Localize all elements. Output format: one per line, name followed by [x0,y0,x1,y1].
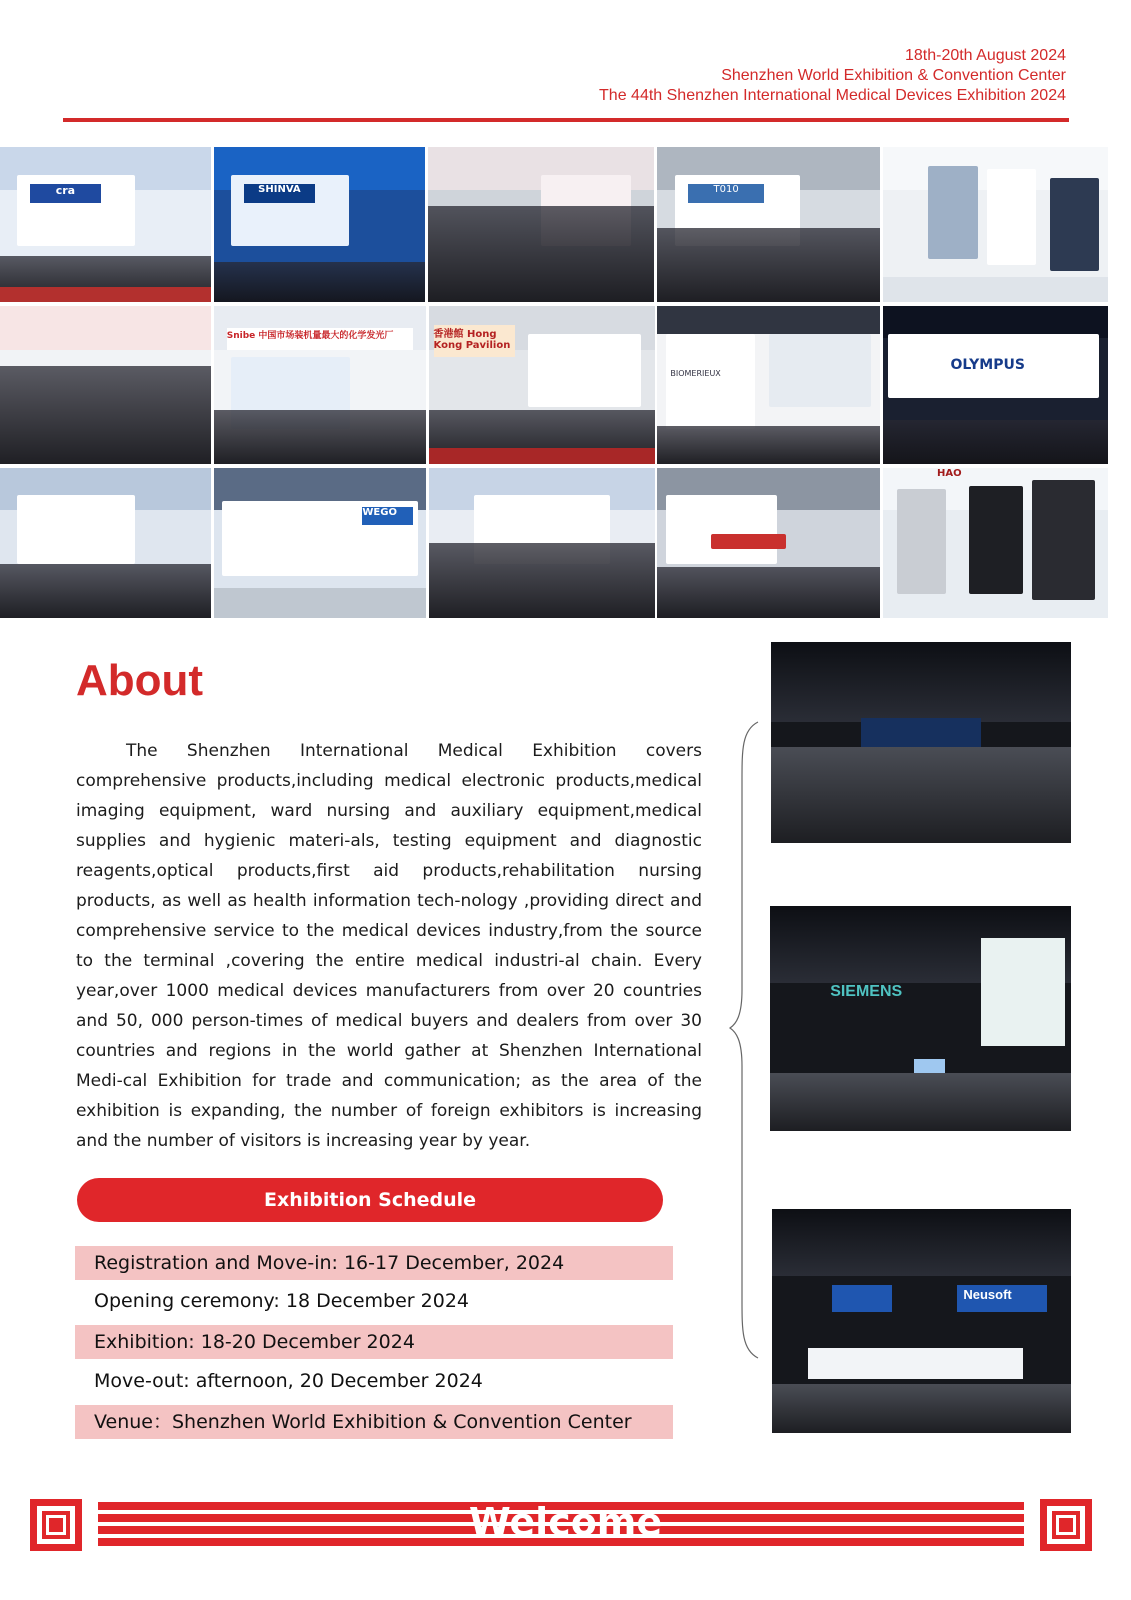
welcome-text: Welcome [468,1500,663,1544]
booth-sign: HAO [937,468,962,479]
brace-decoration [728,720,762,1360]
header-date: 18th-20th August 2024 [904,47,1066,64]
exhibition-photo [657,468,880,618]
header-event: The 44th Shenzhen International Medical Devices Exhibition 2024 [599,87,1066,104]
footer-banner [0,1494,1131,1564]
booth-sign: WEGO [362,507,413,525]
exhibition-photo [0,306,211,464]
exhibition-photo [214,147,425,302]
booth-sign: SHINVA [244,184,316,203]
exhibition-photo [657,147,880,302]
neusoft-logo: Neusoft [963,1287,1012,1303]
header-block [599,46,1066,106]
about-title: About [76,656,204,705]
exhibition-photo [214,468,426,618]
about-body: The Shenzhen International Medical Exhibition covers comprehensive products,including medical electronic products,medical imaging equipment, ward nursing and auxiliary equipment,medical supplies and hygienic materi-als, testing equipment and diagnostic reagents,optical products,first aid products,rehabilitation nursing products, as well as health information tech-nology ,providing direct and comprehensive service to the medical devices industry,from the source to the terminal ,covering the entire medical industri-al chain. Every year,over 1000 medical devices manufacturers from over 20 countries and 50, 000 person-times of medical buyers and dealers from over 30 countries and regions in the world gather at Shenzhen International Medi-cal Exhibition for trade and communication; as the area of the exhibition is expanding, the number of foreign exhibitors is increasing and the number of visitors is increasing year by year. [76,741,702,1151]
exhibition-photo [428,147,654,302]
side-photo-siemens [770,906,1071,1131]
exhibition-photo [214,306,426,464]
booth-sign: 香港館 Hong Kong Pavilion [434,325,515,357]
booth-sign: cra [30,184,102,203]
footer-square-ornament-right [1040,1499,1092,1551]
exhibition-photo [883,306,1108,464]
exhibition-photo [883,147,1108,302]
side-photo-stage [771,642,1071,843]
schedule-row: Exhibition: 18-20 December 2024 [75,1325,673,1359]
booth-sign: OLYMPUS [950,356,1025,373]
schedule-row: Move-out: afternoon, 20 December 2024 [94,1370,483,1392]
exhibition-photo [657,306,880,464]
header-venue: Shenzhen World Exhibition & Convention Center [721,67,1066,84]
booth-sign: T010 [688,184,764,203]
siemens-logo: SIEMENS [830,982,903,1000]
exhibition-photo [429,306,655,464]
side-photo-neusoft [772,1209,1071,1433]
exhibition-photo [0,468,211,618]
header-rule [63,118,1069,122]
exhibition-photo [0,147,211,302]
booth-sign: BIOMERIEUX [670,369,721,379]
schedule-row: Opening ceremony: 18 December 2024 [94,1290,469,1312]
schedule-title: Exhibition Schedule [77,1178,663,1222]
schedule-row: Venue：Shenzhen World Exhibition & Convention Center [75,1405,673,1439]
schedule-row: Registration and Move-in: 16-17 December, 2024 [75,1246,673,1280]
booth-sign: Snibe 中国市场装机量最大的化学发光厂 [227,328,414,350]
exhibition-photo [883,468,1108,618]
photo-grid [0,147,1131,630]
exhibition-photo [429,468,655,618]
